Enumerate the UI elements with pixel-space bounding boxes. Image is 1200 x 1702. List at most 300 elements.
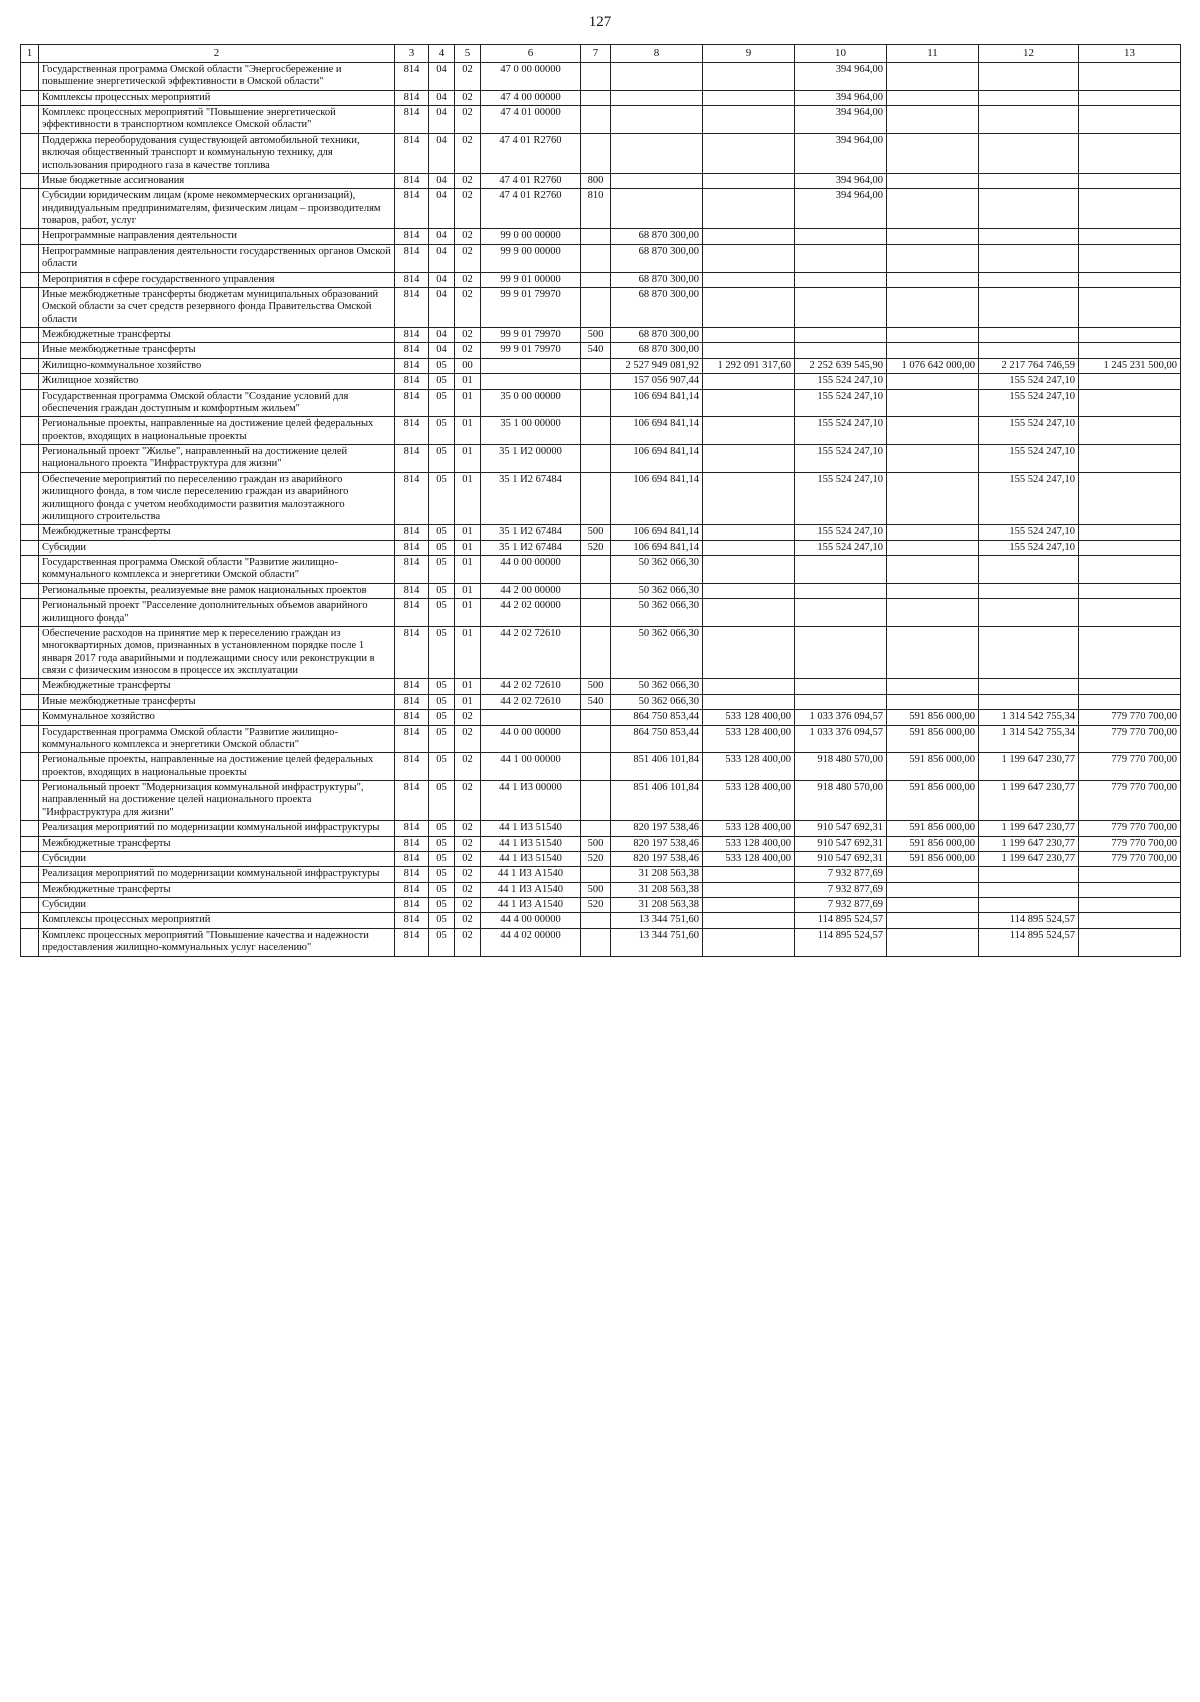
column-header: 5 [455,45,481,63]
amount-col10: 910 547 692,31 [795,836,887,851]
amount-col8: 68 870 300,00 [611,328,703,343]
admin-code: 814 [395,583,429,598]
row-number [21,189,39,229]
section: 04 [429,62,455,90]
amount-col11 [887,525,979,540]
table-row [21,229,1181,244]
amount-col11 [887,229,979,244]
row-name: Региональные проекты, направленные на достижение целей федеральных проектов, входящих в национальные проекты [39,753,395,781]
admin-code: 814 [395,133,429,173]
section: 05 [429,821,455,836]
row-name: Межбюджетные трансферты [39,328,395,343]
row-number [21,836,39,851]
target-code: 44 0 00 00000 [481,556,581,584]
table-row [21,710,1181,725]
amount-col8: 106 694 841,14 [611,525,703,540]
amount-col9: 533 128 400,00 [703,710,795,725]
subsection: 01 [455,445,481,473]
expense-type [581,556,611,584]
admin-code: 814 [395,229,429,244]
admin-code: 814 [395,287,429,327]
amount-col13 [1079,272,1181,287]
amount-col10: 2 252 639 545,90 [795,358,887,373]
subsection: 02 [455,133,481,173]
row-name: Комплексы процессных мероприятий [39,90,395,105]
row-name: Коммунальное хозяйство [39,710,395,725]
amount-col9: 533 128 400,00 [703,836,795,851]
expense-type: 500 [581,836,611,851]
amount-col8 [611,106,703,134]
amount-col12: 1 199 647 230,77 [979,851,1079,866]
amount-col9 [703,328,795,343]
amount-col12: 1 199 647 230,77 [979,753,1079,781]
amount-col8: 50 362 066,30 [611,599,703,627]
target-code: 44 2 02 72610 [481,679,581,694]
amount-col10: 910 547 692,31 [795,851,887,866]
expense-type: 540 [581,343,611,358]
expense-type [581,287,611,327]
amount-col11 [887,106,979,134]
expense-type [581,710,611,725]
amount-col13: 779 770 700,00 [1079,710,1181,725]
amount-col10: 910 547 692,31 [795,821,887,836]
target-code: 44 2 02 72610 [481,694,581,709]
amount-col8 [611,90,703,105]
amount-col13 [1079,189,1181,229]
subsection: 02 [455,343,481,358]
amount-col11 [887,882,979,897]
target-code: 44 2 00 00000 [481,583,581,598]
row-number [21,358,39,373]
section: 05 [429,626,455,679]
target-code: 44 1 И3 51540 [481,836,581,851]
row-number [21,417,39,445]
amount-col9 [703,599,795,627]
subsection: 02 [455,928,481,956]
amount-col11 [887,898,979,913]
amount-col8: 851 406 101,84 [611,753,703,781]
amount-col10: 155 524 247,10 [795,374,887,389]
amount-col8: 820 197 538,46 [611,851,703,866]
section: 05 [429,583,455,598]
amount-col12 [979,556,1079,584]
row-number [21,556,39,584]
admin-code: 814 [395,821,429,836]
amount-col10: 918 480 570,00 [795,781,887,821]
expense-type [581,599,611,627]
row-number [21,913,39,928]
amount-col9 [703,679,795,694]
table-row [21,472,1181,525]
amount-col10: 155 524 247,10 [795,389,887,417]
admin-code: 814 [395,189,429,229]
amount-col13 [1079,106,1181,134]
table-row [21,679,1181,694]
amount-col13 [1079,583,1181,598]
amount-col11: 591 856 000,00 [887,710,979,725]
row-number [21,781,39,821]
amount-col8: 820 197 538,46 [611,836,703,851]
expense-type [581,626,611,679]
amount-col12 [979,882,1079,897]
section: 04 [429,90,455,105]
section: 05 [429,472,455,525]
amount-col8 [611,62,703,90]
subsection: 02 [455,229,481,244]
section: 05 [429,694,455,709]
amount-col13: 779 770 700,00 [1079,725,1181,753]
row-name: Поддержка переоборудования существующей автомобильной техники, включая общественный транспорт и коммунальную технику, для использования природного газа в качестве топлива [39,133,395,173]
row-number [21,710,39,725]
admin-code: 814 [395,556,429,584]
amount-col12: 1 314 542 755,34 [979,725,1079,753]
section: 04 [429,343,455,358]
admin-code: 814 [395,445,429,473]
expense-type [581,389,611,417]
row-number [21,540,39,555]
column-header: 11 [887,45,979,63]
subsection: 01 [455,389,481,417]
table-row [21,173,1181,188]
admin-code: 814 [395,898,429,913]
amount-col8: 50 362 066,30 [611,626,703,679]
amount-col11 [887,583,979,598]
table-row [21,244,1181,272]
amount-col13: 1 245 231 500,00 [1079,358,1181,373]
row-number [21,62,39,90]
amount-col12 [979,244,1079,272]
amount-col12 [979,62,1079,90]
table-row [21,106,1181,134]
expense-type [581,106,611,134]
amount-col10: 394 964,00 [795,173,887,188]
target-code: 99 9 01 79970 [481,343,581,358]
row-number [21,374,39,389]
amount-col10 [795,229,887,244]
amount-col8: 106 694 841,14 [611,417,703,445]
amount-col10: 918 480 570,00 [795,753,887,781]
amount-col9 [703,272,795,287]
column-header: 8 [611,45,703,63]
row-number [21,867,39,882]
admin-code: 814 [395,343,429,358]
amount-col13 [1079,679,1181,694]
amount-col11: 591 856 000,00 [887,781,979,821]
amount-col10: 7 932 877,69 [795,867,887,882]
amount-col12 [979,626,1079,679]
target-code: 44 1 И3 51540 [481,821,581,836]
amount-col10 [795,694,887,709]
amount-col9 [703,244,795,272]
expense-type [581,90,611,105]
amount-col13 [1079,62,1181,90]
amount-col12: 155 524 247,10 [979,374,1079,389]
subsection: 01 [455,556,481,584]
amount-col10 [795,272,887,287]
amount-col9: 533 128 400,00 [703,851,795,866]
admin-code: 814 [395,725,429,753]
target-code: 44 1 И3 00000 [481,781,581,821]
section: 05 [429,540,455,555]
amount-col13 [1079,525,1181,540]
row-name: Субсидии [39,851,395,866]
row-number [21,472,39,525]
amount-col12 [979,189,1079,229]
subsection: 02 [455,90,481,105]
row-name: Региональные проекты, реализуемые вне рамок национальных проектов [39,583,395,598]
amount-col9 [703,540,795,555]
subsection: 01 [455,417,481,445]
subsection: 02 [455,328,481,343]
subsection: 01 [455,583,481,598]
amount-col8: 851 406 101,84 [611,781,703,821]
amount-col9 [703,583,795,598]
amount-col8: 13 344 751,60 [611,928,703,956]
table-row [21,753,1181,781]
target-code: 44 1 И3 А1540 [481,882,581,897]
amount-col11 [887,374,979,389]
table-row [21,343,1181,358]
section: 05 [429,358,455,373]
row-name: Мероприятия в сфере государственного управления [39,272,395,287]
amount-col9 [703,343,795,358]
amount-col9 [703,374,795,389]
table-row [21,328,1181,343]
amount-col8: 864 750 853,44 [611,725,703,753]
amount-col12: 1 199 647 230,77 [979,781,1079,821]
subsection: 02 [455,173,481,188]
amount-col11 [887,343,979,358]
table-row [21,898,1181,913]
row-number [21,133,39,173]
row-name: Субсидии юридическим лицам (кроме некоммерческих организаций), индивидуальным предпринимателям, физическим лицам – производителям товаров, работ, услуг [39,189,395,229]
amount-col9 [703,389,795,417]
admin-code: 814 [395,599,429,627]
amount-col8: 68 870 300,00 [611,229,703,244]
amount-col13 [1079,898,1181,913]
amount-col13: 779 770 700,00 [1079,836,1181,851]
subsection: 00 [455,358,481,373]
amount-col13 [1079,599,1181,627]
amount-col11 [887,445,979,473]
section: 05 [429,882,455,897]
target-code: 44 1 И3 А1540 [481,898,581,913]
subsection: 02 [455,106,481,134]
section: 04 [429,328,455,343]
row-name: Непрограммные направления деятельности [39,229,395,244]
table-row [21,445,1181,473]
row-name: Жилищное хозяйство [39,374,395,389]
expense-type [581,472,611,525]
table-row [21,851,1181,866]
target-code: 44 4 02 00000 [481,928,581,956]
amount-col9 [703,133,795,173]
amount-col8: 68 870 300,00 [611,244,703,272]
subsection: 02 [455,898,481,913]
amount-col10: 7 932 877,69 [795,898,887,913]
row-number [21,244,39,272]
amount-col8: 68 870 300,00 [611,287,703,327]
amount-col9 [703,62,795,90]
target-code: 99 9 00 00000 [481,244,581,272]
amount-col9 [703,882,795,897]
amount-col10: 1 033 376 094,57 [795,725,887,753]
amount-col8 [611,133,703,173]
column-header: 7 [581,45,611,63]
amount-col13 [1079,389,1181,417]
target-code: 44 1 И3 51540 [481,851,581,866]
amount-col12 [979,867,1079,882]
section: 05 [429,525,455,540]
amount-col11 [887,928,979,956]
expense-type: 800 [581,173,611,188]
target-code: 44 2 02 00000 [481,599,581,627]
expense-type [581,821,611,836]
amount-col11 [887,599,979,627]
section: 05 [429,710,455,725]
column-header: 10 [795,45,887,63]
admin-code: 814 [395,272,429,287]
amount-col10: 155 524 247,10 [795,417,887,445]
target-code: 35 1 00 00000 [481,417,581,445]
amount-col12 [979,328,1079,343]
row-number [21,928,39,956]
column-header: 1 [21,45,39,63]
amount-col10: 7 932 877,69 [795,882,887,897]
table-row [21,525,1181,540]
amount-col11 [887,540,979,555]
amount-col13 [1079,913,1181,928]
target-code: 44 2 02 72610 [481,626,581,679]
target-code: 35 0 00 00000 [481,389,581,417]
amount-col11 [887,90,979,105]
amount-col11 [887,328,979,343]
table-row [21,287,1181,327]
column-header: 9 [703,45,795,63]
amount-col11 [887,679,979,694]
amount-col13 [1079,928,1181,956]
amount-col8: 50 362 066,30 [611,556,703,584]
column-header: 12 [979,45,1079,63]
row-number [21,898,39,913]
table-row [21,821,1181,836]
row-name: Субсидии [39,898,395,913]
amount-col8: 31 208 563,38 [611,867,703,882]
amount-col9 [703,229,795,244]
row-name: Государственная программа Омской области "Создание условий для обеспечения граждан доступным и комфортным жильем" [39,389,395,417]
amount-col12: 155 524 247,10 [979,417,1079,445]
row-name: Региональные проекты, направленные на достижение целей федеральных проектов, входящих в национальные проекты [39,417,395,445]
section: 05 [429,725,455,753]
amount-col9 [703,445,795,473]
expense-type: 810 [581,189,611,229]
amount-col12 [979,133,1079,173]
admin-code: 814 [395,328,429,343]
section: 05 [429,781,455,821]
amount-col10 [795,287,887,327]
table-row [21,90,1181,105]
admin-code: 814 [395,525,429,540]
amount-col8: 2 527 949 081,92 [611,358,703,373]
admin-code: 814 [395,679,429,694]
row-name: Иные межбюджетные трансферты [39,694,395,709]
subsection: 02 [455,851,481,866]
row-name: Межбюджетные трансферты [39,882,395,897]
amount-col9 [703,287,795,327]
target-code: 47 4 01 00000 [481,106,581,134]
row-name: Обеспечение расходов на принятие мер к переселению граждан из многоквартирных домов, признанных в установленном порядке после 1 января 2017 года аварийными и подлежащими сносу или реконструкции в связи с физическим износом в процессе их эксплуатации [39,626,395,679]
amount-col9 [703,928,795,956]
subsection: 02 [455,913,481,928]
amount-col9 [703,626,795,679]
row-number [21,753,39,781]
expense-type: 520 [581,851,611,866]
amount-col10 [795,343,887,358]
amount-col9: 533 128 400,00 [703,781,795,821]
amount-col12 [979,694,1079,709]
amount-col10 [795,679,887,694]
admin-code: 814 [395,928,429,956]
amount-col9 [703,867,795,882]
amount-col12 [979,583,1079,598]
amount-col8: 106 694 841,14 [611,389,703,417]
amount-col11 [887,133,979,173]
row-name: Государственная программа Омской области "Развитие жилищно-коммунального комплекса и энергетики Омской области" [39,725,395,753]
amount-col13 [1079,694,1181,709]
column-header: 6 [481,45,581,63]
admin-code: 814 [395,540,429,555]
amount-col10 [795,599,887,627]
table-row [21,62,1181,90]
expense-type: 520 [581,540,611,555]
admin-code: 814 [395,882,429,897]
target-code: 47 4 00 00000 [481,90,581,105]
amount-col9 [703,417,795,445]
subsection: 02 [455,821,481,836]
expense-type [581,583,611,598]
amount-col12: 155 524 247,10 [979,540,1079,555]
amount-col8: 864 750 853,44 [611,710,703,725]
table-row [21,389,1181,417]
amount-col10: 155 524 247,10 [795,472,887,525]
admin-code: 814 [395,867,429,882]
amount-col12 [979,173,1079,188]
section: 04 [429,189,455,229]
amount-col11 [887,472,979,525]
amount-col12 [979,599,1079,627]
target-code: 35 1 И2 67484 [481,525,581,540]
expense-type [581,358,611,373]
row-number [21,525,39,540]
expense-type: 500 [581,882,611,897]
amount-col11 [887,272,979,287]
amount-col8: 820 197 538,46 [611,821,703,836]
row-name: Межбюджетные трансферты [39,525,395,540]
row-number [21,328,39,343]
target-code: 44 4 00 00000 [481,913,581,928]
amount-col13 [1079,540,1181,555]
amount-col10: 394 964,00 [795,106,887,134]
admin-code: 814 [395,389,429,417]
table-row [21,867,1181,882]
table-row [21,599,1181,627]
amount-col12: 2 217 764 746,59 [979,358,1079,373]
row-name: Комплексы процессных мероприятий [39,913,395,928]
row-number [21,90,39,105]
amount-col12 [979,287,1079,327]
amount-col9: 533 128 400,00 [703,821,795,836]
table-row [21,725,1181,753]
